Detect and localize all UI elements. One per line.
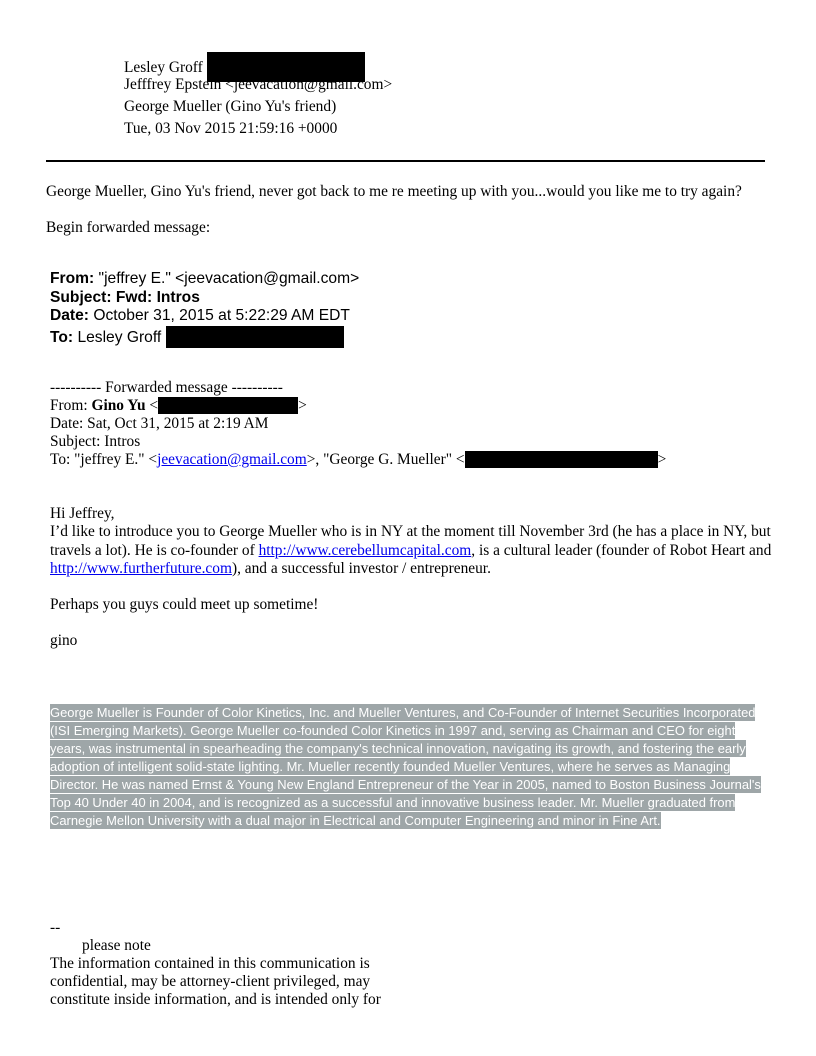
redaction-box (158, 397, 298, 414)
signature-dashes: -- (50, 919, 61, 936)
redaction-box (465, 451, 658, 468)
from-value: Lesley Groff (124, 52, 365, 82)
email-link[interactable]: jeevacation@gmail.com (157, 451, 307, 468)
meet-line: Perhaps you guys could meet up sometime! (50, 596, 319, 614)
redaction-box (166, 326, 344, 348)
furtherfuture-link[interactable]: http://www.furtherfuture.com (50, 559, 232, 577)
subject-value: George Mueller (Gino Yu's friend) (124, 98, 337, 115)
cerebellum-link[interactable]: http://www.cerebellumcapital.com (258, 541, 472, 559)
inner-subject-row: Subject: Intros (50, 433, 141, 450)
forward-separator: ---------- Forwarded message ---------- (50, 379, 283, 396)
fwd-date-row: Date: October 31, 2015 at 5:22:29 AM EDT (50, 307, 350, 324)
message-body (50, 505, 790, 651)
disclaimer-line: The information contained in this communication is (50, 955, 370, 972)
greeting: Hi Jeffrey, (50, 505, 115, 522)
please-note: please note (82, 937, 151, 954)
fwd-subject-row: Subject: Fwd: Intros (50, 288, 200, 306)
forwarded-header (50, 270, 359, 348)
inner-from-row: From: Gino Yu < > (50, 397, 307, 414)
inner-to-row: To: "jeffrey E." <jeevacation@gmail.com>, "George G. Mueller" < > (50, 451, 667, 468)
signoff: gino (50, 632, 78, 650)
date-value: Tue, 03 Nov 2015 21:59:16 +0000 (124, 120, 338, 137)
disclaimer-line: confidential, may be attorney-client privileged, may (50, 973, 371, 990)
inner-forwarded-message (50, 379, 666, 469)
fwd-to-row: To: Lesley Groff (50, 326, 359, 348)
fwd-from-row: From: "jeffrey E." <jeevacation@gmail.com> (50, 270, 360, 287)
bio-paragraph: George Mueller is Founder of Color Kinetics, Inc. and Mueller Ventures, and Co-Founder of Internet Securities Incorporated (ISI Emerging Markets). George Mueller co-founded Color Kinetics in 1997 and, serving as Chairman and CEO for eight years, was instrumental in spearheading the company's technical innovation, navigating its growth, and fostering the early adoption of intelligent solid-state lighting. Mr. Mueller recently founded Mueller Ventures, where he serves as Managing Director. He was named Ernst & Young New England Entrepreneur of the Year in 2005, named to Boston Business Journal's Top 40 Under 40 in 2004, and is recognized as a successful and innovative business leader. Mr. Mueller graduated from Carnegie Mellon University with a dual major in Electrical and Computer Engineering and minor in Fine Art. (50, 705, 761, 828)
message-line: George Mueller, Gino Yu's friend, never got back to me re meeting up with you...would you like me to try again? (46, 183, 742, 200)
signature-block (50, 919, 381, 1009)
to-value: Jefffrey Epstein <jeevacation@gmail.com> (124, 76, 393, 93)
begin-forwarded-label: Begin forwarded message: (46, 219, 211, 236)
intro-paragraph: I’d like to introduce you to George Mueller who is in NY at the moment till November 3rd (he has a place in NY, but travels a lot). He is co-founder of http://www.cerebellumcapital.com, is a cultural leader (founder of Robot Heart and http://www.furtherfuture.com), and a successful investor / entrepreneur. (50, 523, 772, 577)
disclaimer-line: constitute inside information, and is intended only for (50, 991, 381, 1008)
header-divider (46, 160, 765, 162)
inner-date-row: Date: Sat, Oct 31, 2015 at 2:19 AM (50, 415, 269, 432)
